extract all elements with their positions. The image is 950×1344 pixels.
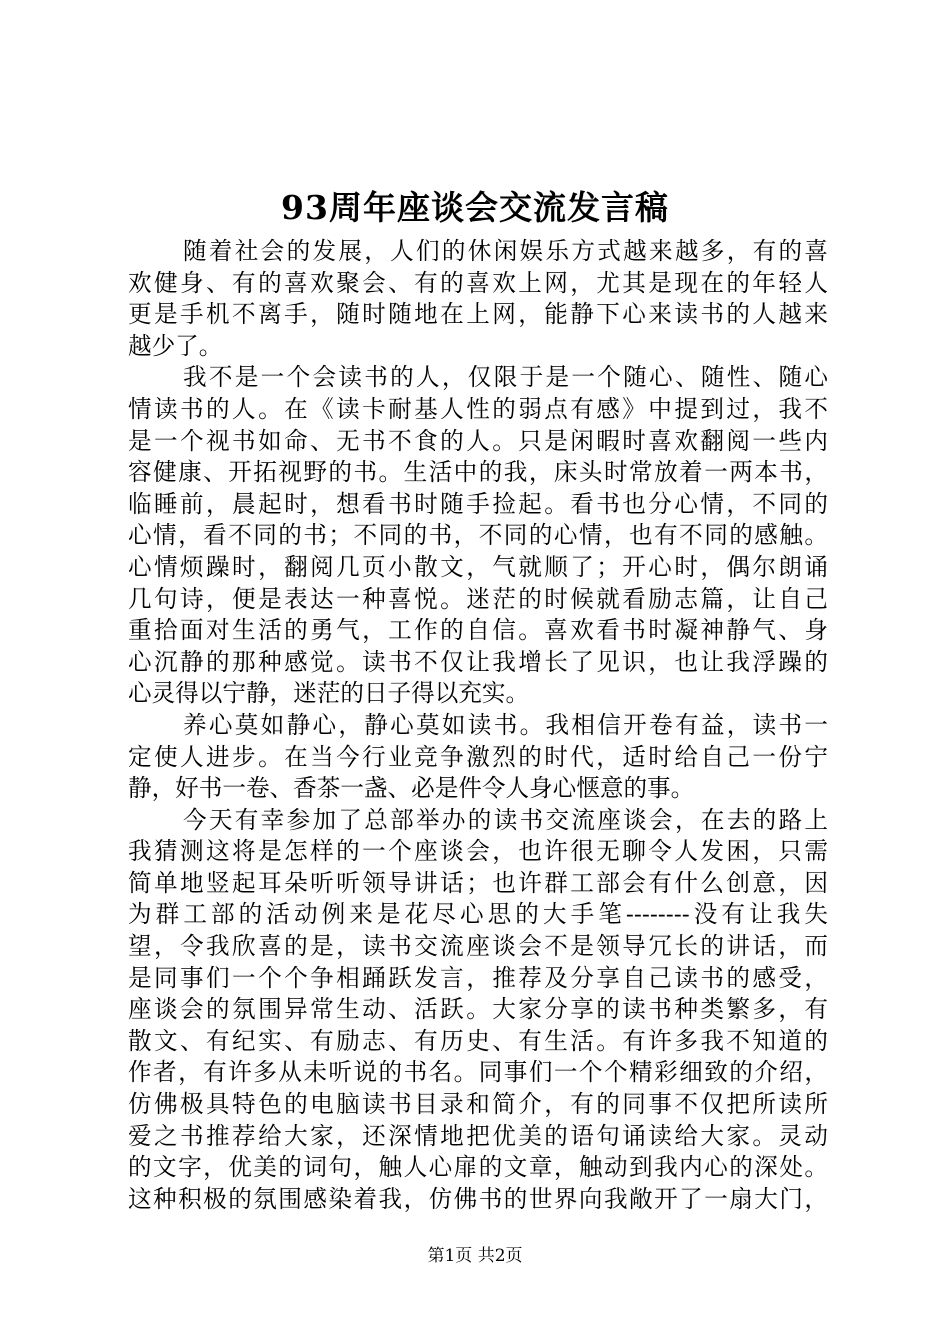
text-line: 是一个视书如命、无书不食的人。只是闲暇时喜欢翻阅一些内 bbox=[128, 426, 828, 455]
text-line: 重拾面对生活的勇气，工作的自信。喜欢看书时凝神静气、身 bbox=[128, 616, 828, 645]
paragraph bbox=[128, 362, 828, 710]
text-line: 座谈会的氛围异常生动、活跃。大家分享的读书种类繁多，有 bbox=[128, 995, 828, 1024]
text-line: 为群工部的活动例来是花尽心思的大手笔--------没有让我失 bbox=[128, 900, 828, 929]
text-line: 散文、有纪实、有励志、有历史、有生活。有许多我不知道的 bbox=[128, 1026, 828, 1055]
text-line: 心灵得以宁静，迷茫的日子得以充实。 bbox=[128, 679, 530, 708]
paragraph bbox=[128, 710, 828, 805]
document-body bbox=[128, 236, 828, 1215]
text-line: 是同事们一个个争相踊跃发言，推荐及分享自己读书的感受， bbox=[128, 963, 828, 992]
text-line: 容健康、开拓视野的书。生活中的我，床头时常放着一两本书， bbox=[128, 458, 828, 487]
text-line: 今天有幸参加了总部举办的读书交流座谈会，在去的路上 bbox=[183, 805, 828, 834]
text-line: 临睡前，晨起时，想看书时随手捡起。看书也分心情，不同的 bbox=[128, 489, 828, 518]
text-line: 心情，看不同的书；不同的书，不同的心情，也有不同的感触。 bbox=[128, 521, 828, 550]
text-line: 随着社会的发展，人们的休闲娱乐方式越来越多，有的喜 bbox=[183, 237, 828, 265]
text-line: 作者，有许多从未听说的书名。同事们一个个精彩细致的介绍， bbox=[128, 1058, 828, 1087]
text-line: 定使人进步。在当今行业竞争激烈的时代，适时给自己一份宁 bbox=[128, 742, 828, 771]
text-line: 越少了。 bbox=[128, 331, 223, 360]
text-line: 欢健身、有的喜欢聚会、有的喜欢上网，尤其是现在的年轻人 bbox=[128, 268, 828, 297]
text-line: 仿佛极具特色的电脑读书目录和简介，有的同事不仅把所读所 bbox=[128, 1090, 828, 1119]
text-line: 这种积极的氛围感染着我，仿佛书的世界向我敞开了一扇大门， bbox=[128, 1184, 828, 1213]
text-line: 情读书的人。在《读卡耐基人性的弱点有感》中提到过，我不 bbox=[128, 394, 828, 423]
text-line: 养心莫如静心，静心莫如读书。我相信开卷有益，读书一 bbox=[183, 710, 828, 739]
text-line: 望，令我欣喜的是，读书交流座谈会不是领导冗长的讲话，而 bbox=[128, 932, 828, 961]
text-line: 的文字，优美的词句，触人心扉的文章，触动到我内心的深处。 bbox=[128, 1153, 828, 1182]
text-line: 静，好书一卷、香茶一盏、必是件令人身心惬意的事。 bbox=[128, 774, 695, 803]
text-line: 几句诗，便是表达一种喜悦。迷茫的时候就看励志篇，让自己 bbox=[128, 584, 828, 613]
page-footer: 第1页 共2页 bbox=[427, 1246, 523, 1266]
text-line: 爱之书推荐给大家，还深情地把优美的语句诵读给大家。灵动 bbox=[128, 1121, 828, 1150]
text-line: 简单地竖起耳朵听听领导讲话；也许群工部会有什么创意，因 bbox=[128, 868, 828, 897]
paragraph bbox=[128, 236, 828, 362]
text-line: 心情烦躁时，翻阅几页小散文，气就顺了；开心时，偶尔朗诵 bbox=[128, 552, 828, 581]
document-title: 93周年座谈会交流发言稿 bbox=[281, 188, 669, 227]
text-line: 我猜测这将是怎样的一个座谈会，也许很无聊令人发困，只需 bbox=[128, 837, 828, 866]
text-line: 更是手机不离手，随时随地在上网，能静下心来读书的人越来 bbox=[128, 300, 828, 329]
paragraph bbox=[128, 805, 828, 1216]
text-line: 我不是一个会读书的人，仅限于是一个随心、随性、随心 bbox=[183, 363, 828, 392]
text-line: 心沉静的那种感觉。读书不仅让我增长了见识，也让我浮躁的 bbox=[128, 647, 828, 676]
